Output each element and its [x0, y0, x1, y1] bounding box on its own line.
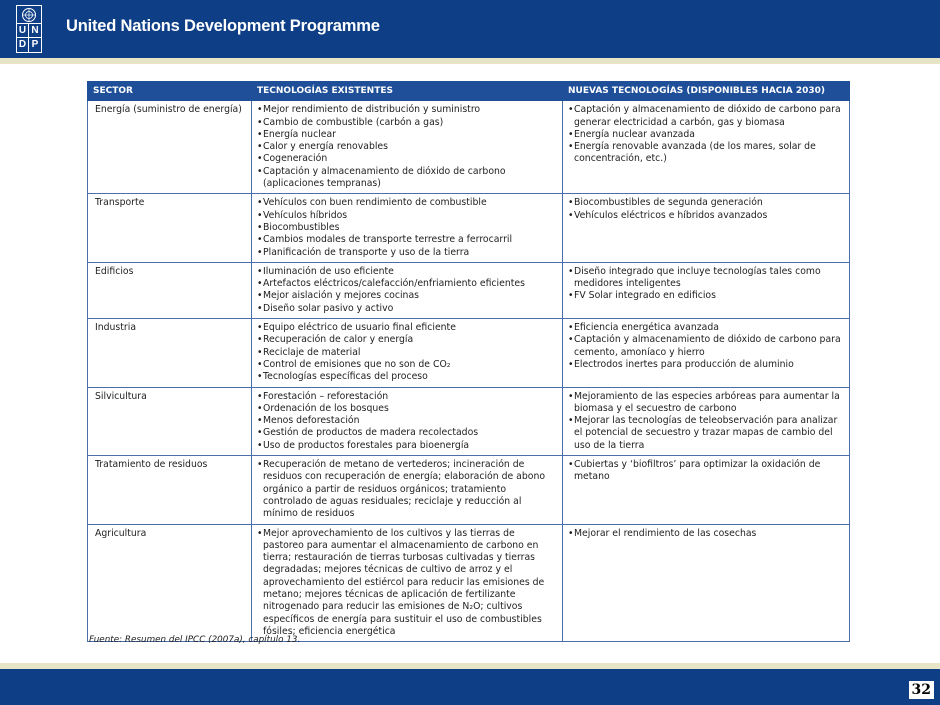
technology-item: • Cogeneración [257, 153, 557, 165]
existing-technologies-cell [252, 101, 563, 194]
technology-item: • Recuperación de metano de vertederos; incineración de residuos con recuperación de energía; elaboración de abono orgánico a partir de residuos orgánicos; tratamiento controlado de aguas residuales; reciclaje y reducción al mínimo de residuos [257, 459, 557, 520]
technology-list [257, 266, 557, 315]
technology-item: • Reciclaje de material [257, 347, 557, 359]
new-technologies-cell [563, 387, 850, 455]
technology-list [257, 528, 557, 639]
header-bar [0, 0, 940, 58]
table-row [88, 387, 850, 455]
source-note: Fuente: Resumen del IPCC (2007a), capítulo 13. [89, 635, 301, 645]
technology-item: • Mejor rendimiento de distribución y suministro [257, 104, 557, 116]
table-row [88, 319, 850, 387]
logo-letter: N [29, 24, 41, 38]
technology-item: • Cubiertas y ‘biofiltros’ para optimizar la oxidación de metano [568, 459, 844, 484]
technology-item: • Cambios modales de transporte terrestre a ferrocarril [257, 234, 557, 246]
existing-technologies-cell [252, 319, 563, 387]
technology-item: • Uso de productos forestales para bioenergía [257, 440, 557, 452]
technology-item: • Energía renovable avanzada (de los mares, solar de concentración, etc.) [568, 141, 844, 166]
existing-technologies-cell [252, 456, 563, 524]
technology-list [568, 104, 844, 165]
logo-letter: D [17, 38, 29, 52]
sector-cell: Silvicultura [88, 387, 252, 455]
technology-list [568, 197, 844, 222]
technology-item: • Mejorar las tecnologías de teleobservación para analizar el potencial de secuestro y trazar mapas de cambio del uso de la tierra [568, 415, 844, 452]
technology-item: • Energía nuclear avanzada [568, 129, 844, 141]
technology-item: • Planificación de transporte y uso de la tierra [257, 247, 557, 259]
technology-list [257, 459, 557, 520]
new-technologies-cell [563, 319, 850, 387]
existing-technologies-cell [252, 387, 563, 455]
technology-item: • Cambio de combustible (carbón a gas) [257, 117, 557, 129]
existing-technologies-cell [252, 194, 563, 262]
column-header-sector: SECTOR [88, 82, 252, 101]
sector-cell: Agricultura [88, 524, 252, 642]
sector-cell: Industria [88, 319, 252, 387]
technology-item: • Captación y almacenamiento de dióxido de carbono para generar electricidad a carbón, gas y biomasa [568, 104, 844, 129]
table-row [88, 524, 850, 642]
technology-item: • Tecnologías específicas del proceso [257, 371, 557, 383]
table-header-row [88, 82, 850, 101]
new-technologies-cell [563, 262, 850, 318]
technology-list [568, 459, 844, 484]
technology-item: • Energía nuclear [257, 129, 557, 141]
technology-item: • Ordenación de los bosques [257, 403, 557, 415]
new-technologies-cell [563, 194, 850, 262]
header-divider [0, 58, 940, 64]
existing-technologies-cell [252, 262, 563, 318]
table-row [88, 101, 850, 194]
technology-item: • Mejorar el rendimiento de las cosechas [568, 528, 844, 540]
sector-cell: Energía (suministro de energía) [88, 101, 252, 194]
sector-cell: Transporte [88, 194, 252, 262]
undp-logo [16, 5, 42, 53]
technology-item: • Diseño solar pasivo y activo [257, 303, 557, 315]
technology-item: • Equipo eléctrico de usuario final eficiente [257, 322, 557, 334]
technology-list [568, 528, 844, 540]
technology-item: • Vehículos con buen rendimiento de combustible [257, 197, 557, 209]
table-row [88, 262, 850, 318]
footer-bar [0, 669, 940, 705]
existing-technologies-cell [252, 524, 563, 642]
table-row [88, 456, 850, 524]
technology-item: • Recuperación de calor y energía [257, 334, 557, 346]
technology-item: • Iluminación de uso eficiente [257, 266, 557, 278]
technology-item: • Electrodos inertes para producción de aluminio [568, 359, 844, 371]
logo-letter: U [17, 24, 29, 38]
technology-item: • Vehículos eléctricos e híbridos avanzados [568, 210, 844, 222]
technology-item: • Menos deforestación [257, 415, 557, 427]
technology-list [568, 391, 844, 452]
technologies-table [87, 81, 850, 642]
technology-item: • Biocombustibles [257, 222, 557, 234]
technology-item: • Diseño integrado que incluye tecnologías tales como medidores inteligentes [568, 266, 844, 291]
page-number: 32 [909, 681, 934, 699]
technology-item: • Mejor aprovechamiento de los cultivos y las tierras de pastoreo para aumentar el almacenamiento de carbono en tierra; restauración de tierras turbosas cultivadas y tierras degradadas; mejores técnicas de cultivo de arroz y el aprovechamiento del estiércol para reducir las emisiones de metano; mejores técnicas de aplicación de fertilizante nitrogenado para reducir las emisiones de N₂O; cultivos específicos de energía para sustituir el uso de combustibles fósiles; eficiencia energética [257, 528, 557, 639]
column-header-existing: TECNOLOGÍAS EXISTENTES [252, 82, 563, 101]
table-row [88, 194, 850, 262]
un-emblem-icon [17, 6, 41, 24]
column-header-new: NUEVAS TECNOLOGÍAS (DISPONIBLES HACIA 2030) [563, 82, 850, 101]
organization-title: United Nations Development Programme [66, 17, 380, 35]
technology-item: • Forestación – reforestación [257, 391, 557, 403]
technology-item: • FV Solar integrado en edificios [568, 290, 844, 302]
technology-item: • Gestión de productos de madera recolectados [257, 427, 557, 439]
technology-item: • Mejoramiento de las especies arbóreas para aumentar la biomasa y el secuestro de carbono [568, 391, 844, 416]
technology-item: • Captación y almacenamiento de dióxido de carbono (aplicaciones tempranas) [257, 166, 557, 191]
sector-cell: Tratamiento de residuos [88, 456, 252, 524]
technology-list [257, 391, 557, 452]
technology-list [257, 197, 557, 258]
technology-item: • Control de emisiones que no son de CO₂ [257, 359, 557, 371]
technology-list [257, 104, 557, 190]
technology-item: • Captación y almacenamiento de dióxido de carbono para cemento, amoníaco y hierro [568, 334, 844, 359]
new-technologies-cell [563, 524, 850, 642]
logo-letter: P [31, 39, 39, 50]
technology-item: • Biocombustibles de segunda generación [568, 197, 844, 209]
logo-letters [17, 24, 41, 52]
technology-item: • Calor y energía renovables [257, 141, 557, 153]
new-technologies-cell [563, 456, 850, 524]
sector-cell: Edificios [88, 262, 252, 318]
technology-item: • Mejor aislación y mejores cocinas [257, 290, 557, 302]
technology-list [568, 322, 844, 371]
technology-item: • Artefactos eléctricos/calefacción/enfriamiento eficientes [257, 278, 557, 290]
technology-list [568, 266, 844, 303]
technology-item: • Vehículos híbridos [257, 210, 557, 222]
technology-item: • Eficiencia energética avanzada [568, 322, 844, 334]
technology-list [257, 322, 557, 383]
new-technologies-cell [563, 101, 850, 194]
